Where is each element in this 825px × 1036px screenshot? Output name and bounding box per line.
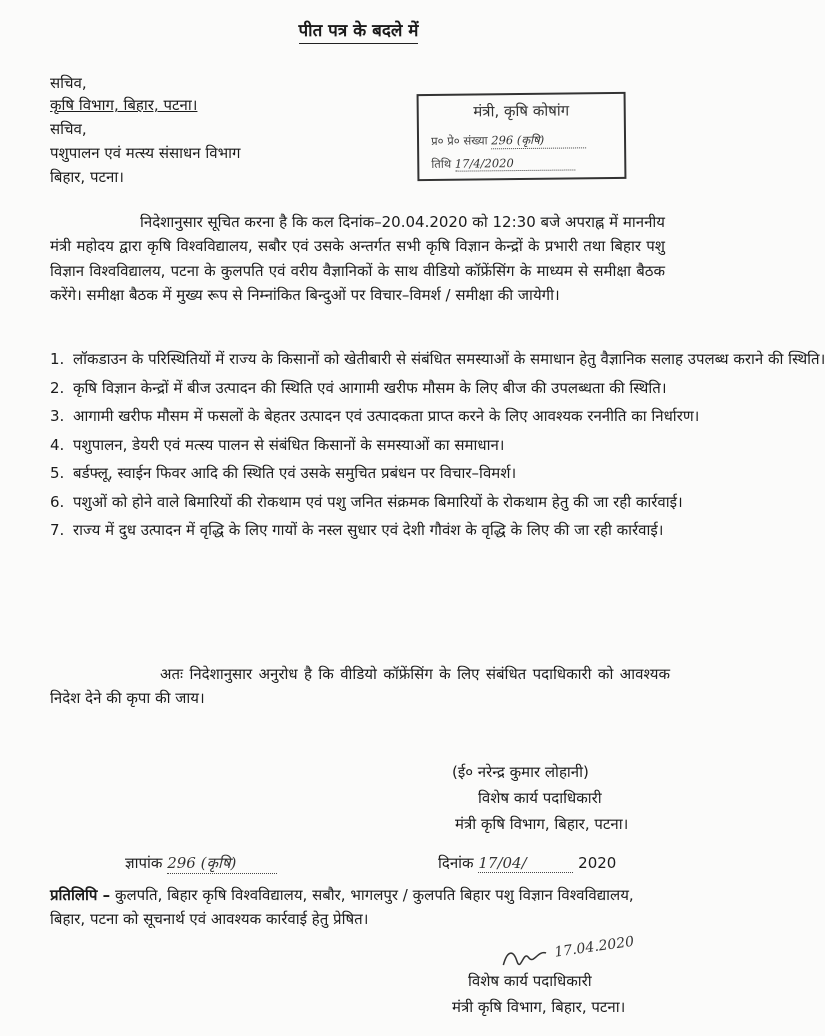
memo-number-label: ज्ञापांक — [125, 854, 163, 872]
list-item: 7. राज्य में दुध उत्पादन में वृद्धि के लिए गायों के नस्ल सुधार एवं देशी गौवंश के वृद्धि के लिए की जा रही कार्रवाई। — [50, 521, 664, 539]
memo-date — [438, 853, 616, 873]
copy-to-paragraph — [50, 883, 670, 931]
signatory-designation: विशेष कार्य पदाधिकारी — [478, 789, 602, 807]
stamp-number-label: प्र० प्रे० संख्या — [430, 133, 488, 148]
signature-date: 17.04.2020 — [553, 933, 636, 961]
addressee-line-2: कृषि विभाग, बिहार, पटना। — [50, 96, 198, 114]
receipt-stamp — [417, 92, 627, 181]
memo-number-value: 296 (कृषि) — [167, 853, 277, 874]
copy-text: कुलपति, बिहार कृषि विश्वविद्यालय, सबौर, भागलपुर / कुलपति बिहार पशु विज्ञान विश्वविद्यालय, बिहार, पटना को सूचनार्थ एवं आवश्यक कार्रवाई हेतु प्रेषित। — [50, 886, 634, 928]
list-item: 2. कृषि विज्ञान केन्द्रों में बीज उत्पादन की स्थिति एवं आगामी खरीफ मौसम के लिए बीज की उपलब्धता की स्थिति। — [50, 378, 667, 397]
addressee-line-5: बिहार, पटना। — [50, 168, 124, 186]
body-paragraph: निदेशानुसार सूचित करना है कि कल दिनांक–20.04.2020 को 12:30 बजे अपराह्न में माननीय मंत्री महोदय द्वारा कृषि विश्वविद्यालय, सबौर एवं उसके अन्तर्गत सभी कृषि विज्ञान केन्द्रों के प्रभारी तथा बिहार पशु विज्ञान विश्वविद्यालय, पटना के कुलपति एवं वरीय वैज्ञानिकों के साथ वीडियो कॉफ्रेंसिंग के माध्यम से समीक्षा बैठक करेंगे। समीक्षा बैठक में मुख्य रूप से निम्नांकित बिन्दुओं पर विचार–विमर्श / समीक्षा की जायेगी। — [50, 213, 665, 304]
memo-number — [125, 853, 277, 874]
copy-label: प्रतिलिपि – — [50, 886, 111, 904]
stamp-number-row — [431, 132, 586, 150]
signature-scribble-icon — [499, 943, 552, 972]
signatory-name: (ई० नरेन्द्र कुमार लोहानी) — [452, 763, 589, 781]
stamp-date-value: 17/4/2020 — [455, 155, 575, 171]
list-item: 4. पशुपालन, डेयरी एवं मत्स्य पालन से संबंधित किसानों के समस्याओं का समाधान। — [50, 435, 505, 454]
signatory-office: मंत्री कृषि विभाग, बिहार, पटना। — [455, 815, 629, 833]
list-item: 6. पशुओं को होने वाले बिमारियों की रोकथाम एवं पशु जनित संक्रमक बिमारियों के रोकथाम हेतु की जा रही कार्रवाई। — [50, 492, 683, 511]
addressee-line-4: पशुपालन एवं मत्स्य संसाधन विभाग — [50, 144, 241, 162]
memo-date-label: दिनांक — [438, 854, 474, 872]
memo-date-value: 17/04/ — [478, 854, 573, 873]
stamp-date-label: तिथि — [431, 156, 452, 171]
list-item: 5. बर्डफ्लू, स्वाईन फिवर आदि की स्थिति एवं उसके समुचित प्रबंधन पर विचार–विमर्श। — [50, 464, 517, 482]
addressee-line-3: सचिव, — [50, 120, 87, 138]
stamp-number-value: 296 (कृषि) — [491, 132, 586, 149]
stamp-date-row — [431, 155, 575, 172]
memo-date-year: 2020 — [578, 854, 617, 872]
addressee-line-1: सचिव, — [50, 74, 87, 92]
signatory2-designation: विशेष कार्य पदाधिकारी — [468, 972, 592, 990]
handwritten-signature — [499, 931, 635, 972]
stamp-title: मंत्री, कृषि कोषांग — [473, 101, 570, 121]
list-item: 3. आगामी खरीफ मौसम में फसलों के बेहतर उत्पादन एवं उत्पादकता प्राप्त करने के लिए आवश्यक रननीति का निर्धारण। — [50, 407, 700, 425]
list-item: 1. लॉकडाउन के परिस्थितियों में राज्य के किसानों को खेतीबारी से संबंधित समस्याओं के समाधान हेतु वैज्ञानिक सलाह उपलब्ध कराने की स्थिति। — [50, 350, 825, 368]
signatory2-office: मंत्री कृषि विभाग, बिहार, पटना। — [452, 998, 626, 1016]
closing-paragraph: अतः निदेशानुसार अनुरोध है कि वीडियो कॉफ्रेंसिंग के लिए संबंधित पदाधिकारी को आवश्यक निदेश देने की कृपा की जाय। — [50, 665, 670, 707]
agenda-list — [50, 347, 825, 547]
letter-title: पीत पत्र के बदले में — [0, 18, 717, 41]
